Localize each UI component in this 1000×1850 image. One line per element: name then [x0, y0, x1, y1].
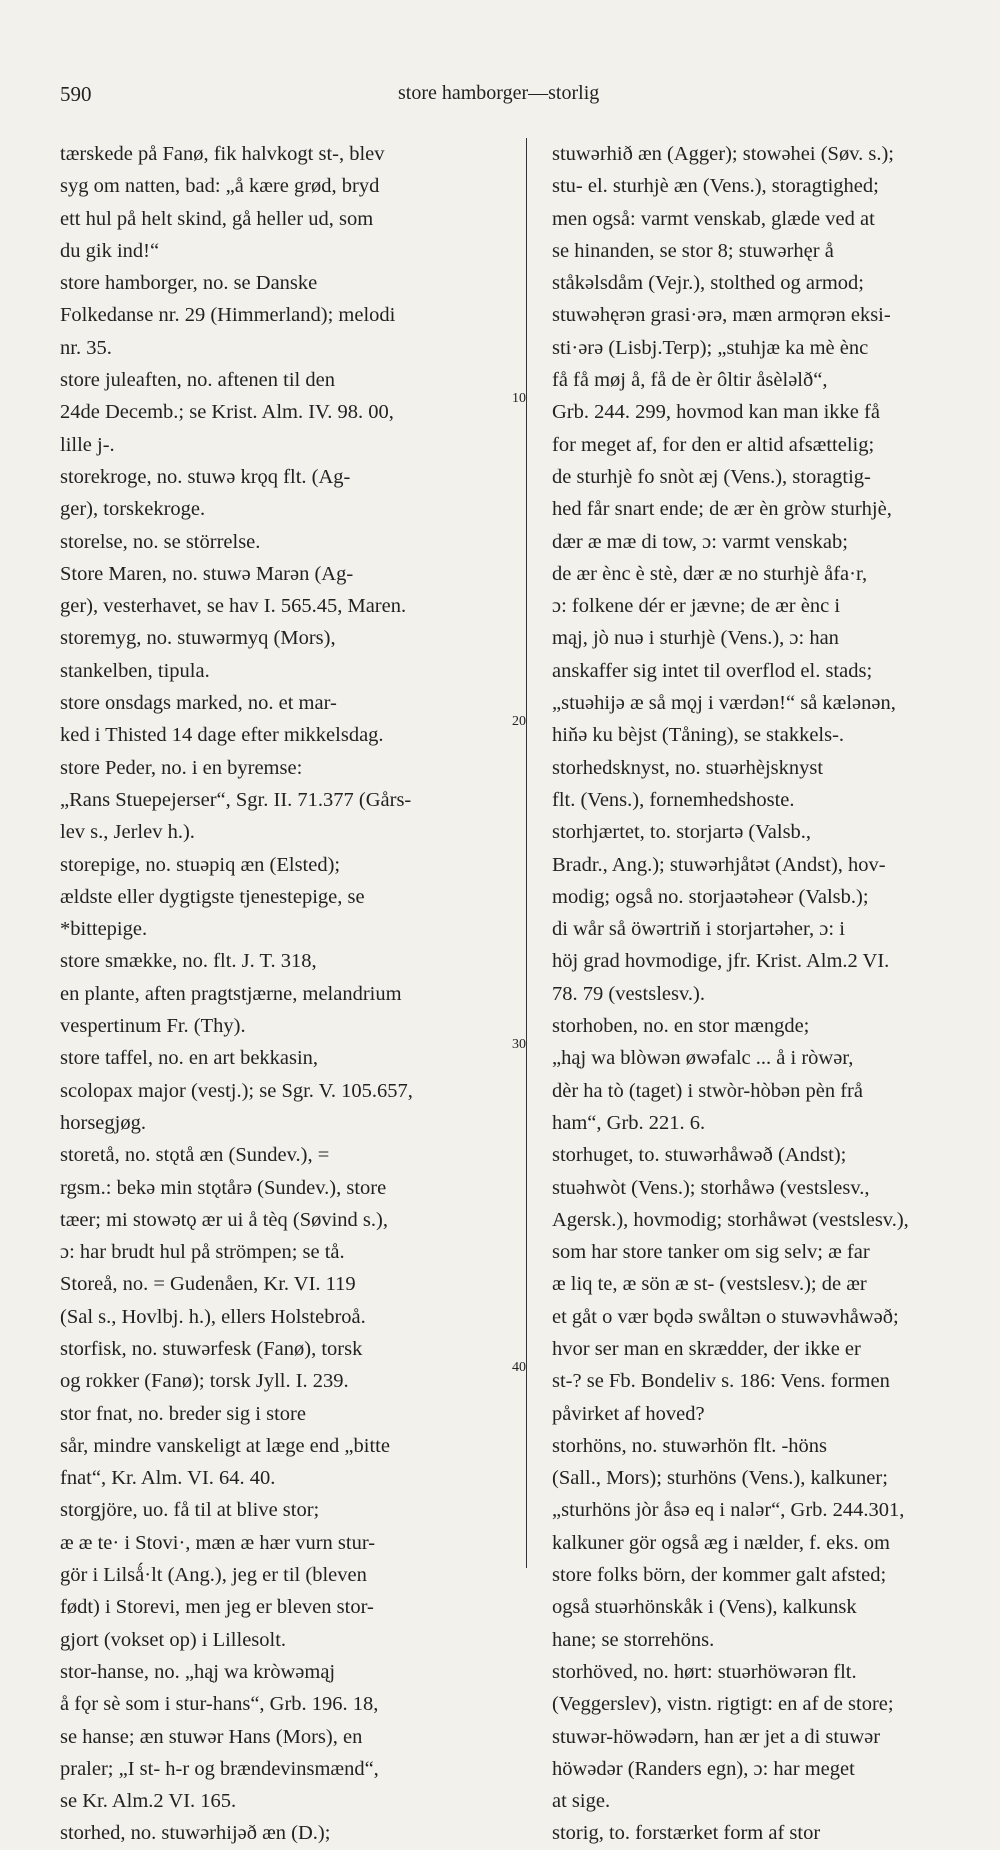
- text-line: store hamborger, no. se Danske: [60, 272, 318, 295]
- text-line: stor-hanse, no. „hąj wa kròwəmąj: [60, 1660, 336, 1683]
- column-divider: [526, 138, 527, 1568]
- text-line: 24de Decemb.; se Krist. Alm. IV. 98. 00,: [60, 401, 394, 424]
- text-line: Folkedanse nr. 29 (Himmerland); melodi: [60, 304, 396, 327]
- text-line: fnat“, Kr. Alm. VI. 64. 40.: [60, 1467, 276, 1490]
- text-line: „stuəhijə æ så mǫj i værdən!“ så kælənən,: [552, 692, 896, 715]
- text-line: et gåt o vær bǫdə swåltən o stuwəvhåwəð;: [552, 1305, 899, 1328]
- text-line: født) i Storevi, men jeg er bleven stor-: [60, 1596, 374, 1619]
- text-line: storelse, no. se störrelse.: [60, 530, 261, 553]
- text-line: storgjöre, uo. få til at blive stor;: [60, 1499, 320, 1522]
- text-line: stor fnat, no. breder sig i store: [60, 1402, 306, 1425]
- text-line: Grb. 244. 299, hovmod kan man ikke få: [552, 401, 880, 424]
- text-line: ståkəlsdåm (Vejr.), stolthed og armod;: [552, 272, 864, 295]
- line-number: 20: [512, 714, 526, 729]
- text-line: storhed, no. stuwərhijəð æn (D.);: [60, 1822, 331, 1845]
- text-line: kalkuner gör også æg i nælder, f. eks. om: [552, 1531, 890, 1554]
- text-line: stuwəhęrən grasi·ərə, mæn armǫrən eksi-: [552, 304, 891, 327]
- text-line: „sturhöns jòr åsə eq i nalər“, Grb. 244.301,: [552, 1499, 905, 1522]
- line-number: 30: [512, 1037, 526, 1052]
- text-line: store onsdags marked, no. et mar-: [60, 692, 337, 715]
- text-line: modig; også no. storjaətəheər (Valsb.);: [552, 885, 869, 908]
- left-column: [60, 138, 510, 1850]
- text-line: Store Maren, no. stuwə Marən (Ag-: [60, 562, 354, 585]
- text-line: ɔ: har brudt hul på strömpen; se tå.: [60, 1241, 345, 1264]
- text-line: få få møj å, få de èr ôltir åsèləlð“,: [552, 369, 828, 392]
- text-line: store juleaften, no. aftenen til den: [60, 369, 335, 392]
- text-line: vespertinum Fr. (Thy).: [60, 1015, 246, 1038]
- text-line: hed får snart ende; de ær èn gròw sturhjè,: [552, 498, 892, 521]
- text-line: de sturhjè fo snòt æj (Vens.), storagtig-: [552, 465, 871, 488]
- text-line: se hinanden, se stor 8; stuwərhęr å: [552, 239, 834, 262]
- text-line: tærskede på Fanø, fik halvkogt st-, blev: [60, 143, 385, 165]
- text-line: men også: varmt venskab, glæde ved at: [552, 207, 875, 230]
- text-line: at sige.: [552, 1790, 611, 1813]
- page-number: 590: [60, 82, 92, 106]
- text-line: *bittepige.: [60, 918, 148, 941]
- text-line: ham“, Grb. 221. 6.: [552, 1111, 706, 1134]
- text-line: storhoben, no. en stor mængde;: [552, 1015, 810, 1038]
- text-line: stankelben, tipula.: [60, 659, 210, 682]
- line-number: 10: [512, 391, 526, 406]
- text-line: ældste eller dygtigste tjenestepige, se: [60, 885, 365, 908]
- text-line: lille j-.: [60, 433, 115, 456]
- text-line: gjort (vokset op) i Lillesolt.: [60, 1628, 287, 1651]
- text-line: stu- el. sturhjè æn (Vens.), storagtighed;: [552, 175, 879, 198]
- text-line: Storeå, no. = Gudenåen, Kr. VI. 119: [60, 1273, 356, 1296]
- text-line: æ æ te· i Stovi·, mæn æ hær vurn stur-: [60, 1531, 376, 1554]
- text-line: påvirket af hoved?: [552, 1402, 705, 1425]
- text-line: stuəhwòt (Vens.); storhåwə (vestslesv.,: [552, 1176, 870, 1199]
- text-line: storepige, no. stuəpiq æn (Elsted);: [60, 853, 341, 876]
- text-line: hvor ser man en skrædder, der ikke er: [552, 1337, 861, 1360]
- text-line: hane; se storrehöns.: [552, 1628, 715, 1651]
- text-line: ger), torskekroge.: [60, 498, 206, 521]
- text-line: 78. 79 (vestslesv.).: [552, 982, 705, 1005]
- text-line: scolopax major (vestj.); se Sgr. V. 105.657,: [60, 1079, 413, 1102]
- text-line: st-? se Fb. Bondeliv s. 186: Vens. formen: [552, 1370, 890, 1393]
- text-line: stuwər-höwədərn, han ær jet a di stuwər: [552, 1725, 881, 1748]
- text-line: rgsm.: bekə min stǫtårə (Sundev.), store: [60, 1176, 387, 1199]
- text-line: dèr ha tò (taget) i stwòr-hòbən pèn frå: [552, 1079, 863, 1102]
- text-line: storhöved, no. hørt: stuərhöwərən flt.: [552, 1660, 857, 1683]
- text-line: höwədər (Randers egn), ɔ: har meget: [552, 1757, 855, 1780]
- text-line: og rokker (Fanø); torsk Jyll. I. 239.: [60, 1370, 349, 1393]
- text-line: for meget af, for den er altid afsættelig;: [552, 433, 875, 456]
- text-line: storig, to. forstærket form af stor: [552, 1822, 821, 1845]
- text-line: å fǫr sè som i stur-hans“, Grb. 196. 18,: [60, 1693, 379, 1716]
- text-line: nr. 35.: [60, 336, 112, 359]
- text-line: syg om natten, bad: „å kære grød, bryd: [60, 175, 380, 198]
- running-head: store hamborger—storlig: [398, 82, 600, 104]
- text-line: horsegjøg.: [60, 1111, 146, 1134]
- line-number: 40: [512, 1360, 526, 1375]
- text-line: de ær ènc è stè, dær æ no sturhjè åfa·r,: [552, 562, 868, 585]
- text-line: storfisk, no. stuwərfesk (Fanø), torsk: [60, 1337, 363, 1360]
- text-line: som har store tanker om sig selv; æ far: [552, 1241, 870, 1264]
- text-line: höj grad hovmodige, jfr. Krist. Alm.2 VI.: [552, 950, 890, 973]
- text-line: Bradr., Ang.); stuwərhjåtət (Andst), hov-: [552, 853, 886, 876]
- text-line: se hanse; æn stuwər Hans (Mors), en: [60, 1725, 363, 1748]
- text-line: „hąj wa blòwən øwəfalc ... å i ròwər,: [552, 1047, 854, 1070]
- text-line: flt. (Vens.), fornemhedshoste.: [552, 788, 795, 811]
- text-line: praler; „I st- h-r og brændevinsmænd“,: [60, 1757, 379, 1780]
- text-line: storhjærtet, to. storjartə (Valsb.,: [552, 821, 812, 844]
- text-line: tæer; mi stowətǫ ær ui å tèq (Søvind s.),: [60, 1208, 388, 1231]
- text-line: en plante, aften pragtstjærne, melandrium: [60, 982, 402, 1005]
- text-line: se Kr. Alm.2 VI. 165.: [60, 1790, 237, 1813]
- text-line: storhöns, no. stuwərhön flt. -höns: [552, 1434, 828, 1457]
- text-line: storetå, no. stǫtå æn (Sundev.), =: [60, 1144, 330, 1167]
- text-line: anskaffer sig intet til overflod el. stads;: [552, 659, 873, 682]
- text-line: Agersk.), hovmodig; storhåwət (vestslesv.),: [552, 1208, 909, 1231]
- text-line: di wår så öwərtriň i storjartəher, ɔ: i: [552, 918, 845, 941]
- text-line: sår, mindre vanskeligt at læge end „bitte: [60, 1434, 390, 1457]
- text-line: storekroge, no. stuwə krǫq flt. (Ag-: [60, 465, 351, 488]
- text-line: ɔ: folkene dér er jævne; de ær ènc i: [552, 595, 841, 618]
- text-line: store Peder, no. i en byremse:: [60, 756, 303, 779]
- text-line: mąj, jò nuə i sturhjè (Vens.), ɔ: han: [552, 627, 839, 650]
- text-line: gör i Lilsǻ·lt (Ang.), jeg er til (bleven: [60, 1564, 367, 1587]
- text-line: storhuget, to. stuwərhåwəð (Andst);: [552, 1144, 847, 1167]
- right-column: [552, 138, 980, 1850]
- text-line: æ liq te, æ sön æ st- (vestslesv.); de ær: [552, 1273, 867, 1296]
- text-line: (Veggerslev), vistn. rigtigt: en af de store;: [552, 1693, 894, 1716]
- text-line: også stuərhönskåk i (Vens), kalkunsk: [552, 1596, 857, 1619]
- text-line: store folks börn, der kommer galt afsted;: [552, 1564, 887, 1587]
- text-line: store taffel, no. en art bekkasin,: [60, 1047, 319, 1070]
- text-line: stuwərhið æn (Agger); stowəhei (Søv. s.);: [552, 143, 894, 165]
- text-line: „Rans Stuepejerser“, Sgr. II. 71.377 (Gårs-: [60, 788, 412, 811]
- text-line: storemyg, no. stuwərmyq (Mors),: [60, 627, 336, 650]
- text-line: lev s., Jerlev h.).: [60, 821, 195, 844]
- text-line: (Sal s., Hovlbj. h.), ellers Holstebroå.: [60, 1305, 366, 1328]
- text-line: store smække, no. flt. J. T. 318,: [60, 950, 317, 973]
- text-line: ett hul på helt skind, gå heller ud, som: [60, 207, 374, 230]
- text-line: sti·ərə (Lisbj.Terp); „stuhjæ ka mè ènc: [552, 336, 869, 359]
- text-line: (Sall., Mors); sturhöns (Vens.), kalkuner;: [552, 1467, 888, 1490]
- text-line: storhedsknyst, no. stuərhèjsknyst: [552, 756, 824, 779]
- text-line: dær æ mæ di tow, ɔ: varmt venskab;: [552, 530, 848, 553]
- text-line: hiňə ku bèjst (Tåning), se stakkels-.: [552, 724, 845, 747]
- text-line: ked i Thisted 14 dage efter mikkelsdag.: [60, 724, 384, 747]
- text-line: du gik ind!“: [60, 239, 160, 262]
- text-line: ger), vesterhavet, se hav I. 565.45, Maren.: [60, 595, 407, 618]
